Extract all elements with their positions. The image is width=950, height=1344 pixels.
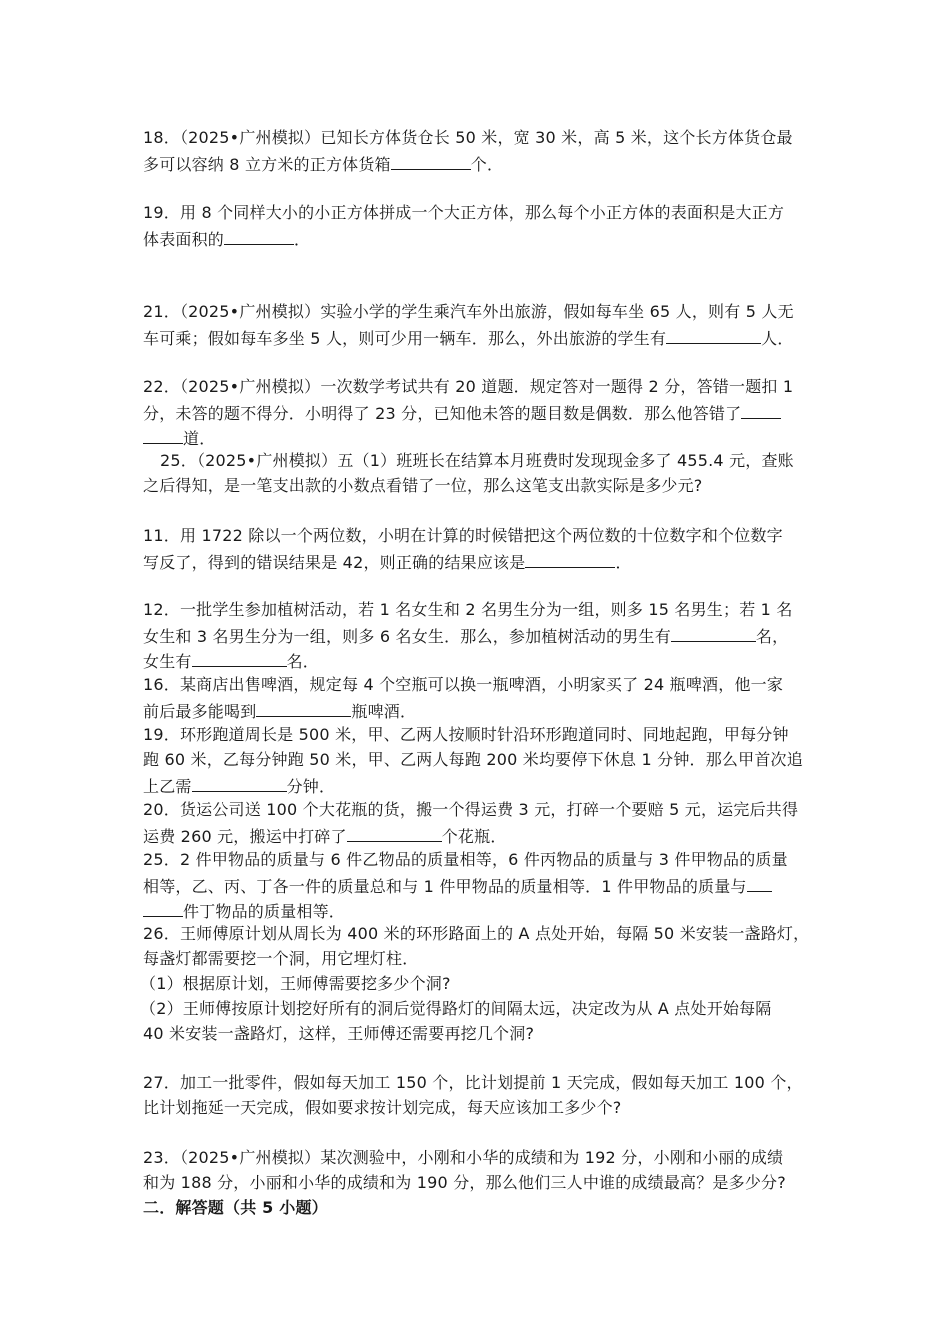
- q26-line4: （2）王师傅按原计划挖好所有的洞后觉得路灯的间隔太远，决定改为从 A 点处开始每隔: [140, 999, 772, 1018]
- q20-line1: 20．货运公司送 100 个大花瓶的货，搬一个得运费 3 元，打碎一个要赔 5 元，运完后共得: [143, 800, 799, 819]
- q22-line3: 道．: [143, 425, 215, 451]
- answer-blank: [391, 151, 471, 170]
- answer-blank-cont: [143, 898, 183, 917]
- answer-blank: [347, 823, 442, 842]
- q12-line3: 女生有 名．: [143, 648, 319, 674]
- q19b-line3: 上乙需 分钟．: [143, 773, 335, 799]
- q23-line1: 23．（2025•广州模拟）某次测验中，小刚和小华的成绩和为 192 分，小刚和小丽的成绩: [143, 1148, 784, 1167]
- q27-line2: 比计划拖延一天完成，假如要求按计划完成，每天应该加工多少个?: [143, 1098, 622, 1117]
- answer-blank-cont: [143, 425, 183, 444]
- answer-blank: [192, 648, 287, 667]
- section-heading: 二．解答题（共 5 小题）: [143, 1198, 328, 1217]
- q25a-line1: 25．（2025•广州模拟）五（1）班班长在结算本月班费时发现现金多了 455.4 元，查账: [160, 451, 794, 470]
- q26-line3: （1）根据原计划，王师傅需要挖多少个洞?: [140, 974, 451, 993]
- q25b-line3: 件丁物品的质量相等．: [143, 898, 345, 924]
- q19b-line2: 跑 60 米，乙每分钟跑 50 米，甲、乙两人每跑 200 米均要停下休息 1 分钟．那么甲首次追: [143, 750, 803, 769]
- q12-line1: 12．一批学生参加植树活动，若 1 名女生和 2 名男生分为一组，则多 15 名男生；若 1 名: [143, 600, 793, 619]
- q16-line2: 前后最多能喝到 瓶啤酒．: [143, 698, 416, 724]
- q25b-line1: 25．2 件甲物品的质量与 6 件乙物品的质量相等，6 件丙物品的质量与 3 件甲物品的质量: [143, 850, 788, 869]
- q19a-line1: 19．用 8 个同样大小的小正方体拼成一个大正方体，那么每个小正方体的表面积是大正方: [143, 203, 785, 222]
- q26-line5: 40 米安装一盏路灯，这样，王师傅还需要再挖几个洞?: [143, 1024, 535, 1043]
- q25a-line2: 之后得知，是一笔支出款的小数点看错了一位，那么这笔支出款实际是多少元?: [143, 476, 703, 495]
- answer-blank: [671, 623, 756, 642]
- answer-blank: [741, 400, 781, 419]
- answer-blank: [256, 698, 351, 717]
- answer-blank: [224, 226, 294, 245]
- q25b-line2: 相等，乙、丙、丁各一件的质量总和与 1 件甲物品的质量相等．1 件甲物品的质量与: [143, 873, 772, 899]
- q18-line1: 18．（2025•广州模拟）已知长方体货仓长 50 米，宽 30 米，高 5 米，这个长方体货仓最: [143, 128, 793, 147]
- q26-line1: 26．王师傅原计划从周长为 400 米的环形路面上的 A 点处开始，每隔 50 米安装一盏路灯，: [143, 924, 810, 943]
- q12-line2: 女生和 3 名男生分为一组，则多 6 名女生．那么，参加植树活动的男生有 名，: [143, 623, 788, 649]
- q18-line2: 多可以容纳 8 立方米的正方体货箱 个．: [143, 151, 503, 177]
- q21-line2: 车可乘；假如每车多坐 5 人，则可少用一辆车．那么，外出旅游的学生有 人．: [143, 325, 794, 351]
- q20-line2: 运费 260 元，搬运中打碎了 个花瓶．: [143, 823, 507, 849]
- answer-blank: [747, 873, 772, 892]
- q26-line2: 每盏灯都需要挖一个洞，用它埋灯柱．: [143, 949, 419, 968]
- answer-blank: [192, 773, 287, 792]
- q16-line1: 16．某商店出售啤酒，规定每 4 个空瓶可以换一瓶啤酒，小明家买了 24 瓶啤酒，他一家: [143, 675, 784, 694]
- q22-line1: 22．（2025•广州模拟）一次数学考试共有 20 道题．规定答对一题得 2 分，答错一题扣 1: [143, 377, 794, 396]
- q11-line1: 11．用 1722 除以一个两位数，小明在计算的时候错把这个两位数的十位数字和个位数字: [143, 526, 783, 545]
- q19b-line1: 19．环形跑道周长是 500 米，甲、乙两人按顺时针沿环形跑道同时、同地起跑，甲每分钟: [143, 725, 789, 744]
- q19a-line2: 体表面积的 ．: [143, 226, 310, 252]
- answer-blank: [525, 549, 615, 568]
- q21-line1: 21．（2025•广州模拟）实验小学的学生乘汽车外出旅游，假如每车坐 65 人，则有 5 人无: [143, 302, 794, 321]
- q22-line2: 分，未答的题不得分．小明得了 23 分，已知他未答的题目数是偶数．那么他答错了: [143, 400, 781, 426]
- q11-line2: 写反了，得到的错误结果是 42，则正确的结果应该是 ．: [143, 549, 632, 575]
- q23-line2: 和为 188 分，小丽和小华的成绩和为 190 分，那么他们三人中谁的成绩最高？是多少分?: [143, 1173, 786, 1192]
- q27-line1: 27．加工一批零件，假如每天加工 150 个，比计划提前 1 天完成，假如每天加工 100 个，: [143, 1073, 803, 1092]
- answer-blank: [666, 325, 761, 344]
